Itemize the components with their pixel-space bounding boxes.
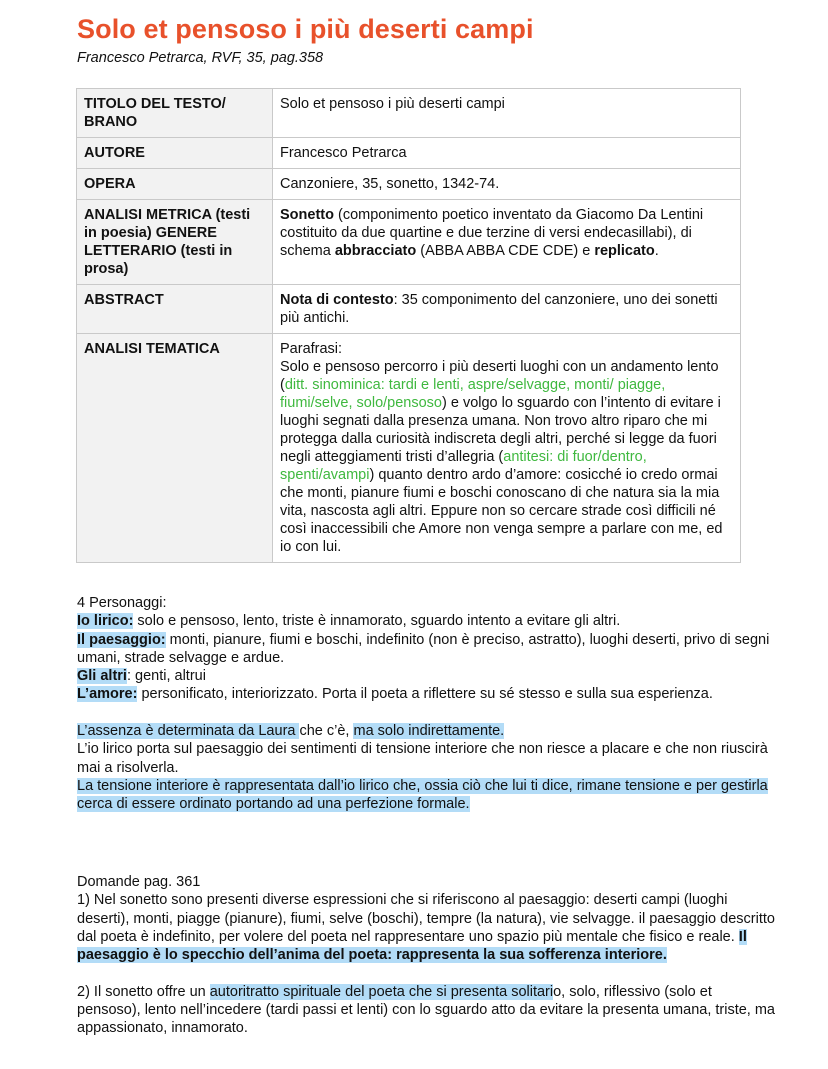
list-item	[77, 667, 777, 685]
assenza-highlight: L’assenza è determinata da Laura	[77, 723, 300, 740]
list-item	[77, 685, 777, 703]
io-lirico-text: solo e pensoso, lento, triste è innamorato, sguardo intento a evitare gli altri.	[133, 613, 621, 630]
replicato-term: replicato	[594, 243, 655, 259]
domanda-2-highlight: autoritratto spirituale del poeta che si presenta solitari	[209, 983, 554, 1000]
abbracciato-term: abbracciato	[334, 243, 417, 259]
io-lirico-label: Io lirico:	[77, 613, 134, 630]
amore-text: personificato, interiorizzato. Porta il poeta a riflettere su sé stesso e sulla sua esperienza.	[137, 686, 713, 703]
sonetto-term: Sonetto	[280, 207, 334, 223]
metrica-text: .	[654, 243, 659, 259]
table-row	[77, 200, 741, 285]
parafrasi-text: Solo e pensoso percorro i più deserti luoghi con un andamento lento (	[280, 359, 719, 393]
row-value-titolo: Solo et pensoso i più deserti campi	[273, 89, 741, 138]
table-row	[77, 89, 741, 138]
domande-heading: Domande pag. 361	[77, 874, 201, 890]
parafrasi-note: antitesi: di fuor/dentro, spenti/avampi	[280, 449, 647, 483]
analysis-table	[76, 88, 741, 563]
row-value-abstract	[273, 285, 741, 334]
table-row	[77, 138, 741, 169]
altri-label: Gli altri	[77, 668, 127, 685]
personaggi-heading: 4 Personaggi:	[77, 595, 167, 611]
domanda-1-text: 1) Nel sonetto sono presenti diverse espressioni che si riferiscono al paesaggio: deserti campi (luoghi deserti), monti, piagge (pianure), fiumi, selve (boschi), tempre (la natura), vie selvagge. il paesaggio descritto dal poeta è indefinito, per volere del poeta nel rappresentare uno spazio più mentale che fisico e reale.	[77, 892, 775, 945]
table-row	[77, 169, 741, 200]
row-label-tematica: ANALISI TEMATICA	[77, 334, 273, 563]
list-item	[77, 612, 777, 630]
parafrasi-text: ) quanto dentro ardo d’amore: cosicché io credo ormai che monti, pianure fiumi e boschi conoscano di che natura sia la mia vita, nascosta agli altri. Eppure non so cercare strade così difficili né così inaccessibili che Amore non venga sempre a parlare con me, ed io con lui.	[280, 467, 723, 555]
domande-section	[77, 873, 777, 1038]
row-label-titolo: TITOLO DEL TESTO/ BRANO	[77, 89, 273, 138]
paesaggio-text: monti, pianure, fiumi e boschi, indefinito (non è preciso, astratto), luoghi deserti, privo di segni umani, strade selvagge e ardue.	[77, 631, 770, 666]
page-subtitle: Francesco Petrarca, RVF, 35, pag.358	[77, 50, 324, 66]
metrica-text: (ABBA ABBA CDE CDE) e	[416, 243, 595, 259]
domanda-2-text: 2) Il sonetto offre un	[77, 983, 210, 1000]
parafrasi-text: ) e volgo lo sguardo con l’intento di evitare i luoghi segnati dalla presenza umana. Non trovo altro riparo che mi protegga dalla curiosità indiscreta degli altri, perché si legge da fuori negli atteggiamenti tristi d’allegria (	[280, 395, 721, 465]
abstract-text: : 35 componimento del canzoniere, uno dei sonetti più antichi.	[280, 292, 718, 326]
tensione-paragraph: L’io lirico porta sul paesaggio dei sentimenti di tensione interiore che non riesce a placare e che non riuscirà mai a risolverla.	[77, 741, 768, 776]
domanda-1	[77, 891, 777, 964]
row-label-opera: OPERA	[77, 169, 273, 200]
paesaggio-label: Il paesaggio:	[77, 631, 166, 648]
domanda-1-highlight: Il paesaggio è lo specchio dell’anima del poeta: rappresenta la sua sofferenza interiore.	[77, 928, 747, 964]
parafrasi-heading: Parafrasi:	[280, 341, 343, 357]
row-value-opera: Canzoniere, 35, sonetto, 1342-74.	[273, 169, 741, 200]
row-label-metrica: ANALISI METRICA (testi in poesia) GENERE LETTERARIO (testi in prosa)	[77, 200, 273, 285]
tensione-highlight-paragraph	[77, 777, 777, 814]
row-value-autore: Francesco Petrarca	[273, 138, 741, 169]
personaggi-section	[77, 594, 777, 814]
assenza-highlight: ma solo indirettamente.	[353, 723, 505, 740]
row-label-abstract: ABSTRACT	[77, 285, 273, 334]
assenza-paragraph	[77, 722, 777, 740]
parafrasi-note: ditt. sinominica: tardi e lenti, aspre/selvagge, monti/ piagge, fiumi/selve, solo/pensoso	[280, 377, 666, 411]
table-row	[77, 334, 741, 563]
row-label-autore: AUTORE	[77, 138, 273, 169]
domanda-2	[77, 983, 777, 1038]
assenza-text: che c’è,	[299, 723, 354, 740]
table-row	[77, 285, 741, 334]
metrica-text: (componimento poetico inventato da Giacomo Da Lentini costituito da due quartine e due terzine di versi endecasillabi), di schema	[280, 207, 704, 259]
row-value-metrica	[273, 200, 741, 285]
amore-label: L’amore:	[77, 686, 138, 703]
row-value-tematica	[273, 334, 741, 563]
nota-contesto-term: Nota di contesto	[280, 292, 394, 308]
list-item	[77, 631, 777, 668]
tensione-highlight: La tensione interiore è rappresentata dall’io lirico che, ossia ciò che lui ti dice, rimane tensione e per gestirla cerca di essere ordinato portando ad una perfezione formale.	[77, 777, 768, 813]
domanda-2-text: o, solo, riflessivo (solo et pensoso), lento nell’incedere (tardi passi et lenti) con lo sguardo atto da evitare la presenta umana, triste, ma appassionato, innamorato.	[77, 983, 775, 1037]
page-title: Solo et pensoso i più deserti campi	[77, 14, 534, 44]
altri-text: : genti, altrui	[126, 668, 206, 685]
